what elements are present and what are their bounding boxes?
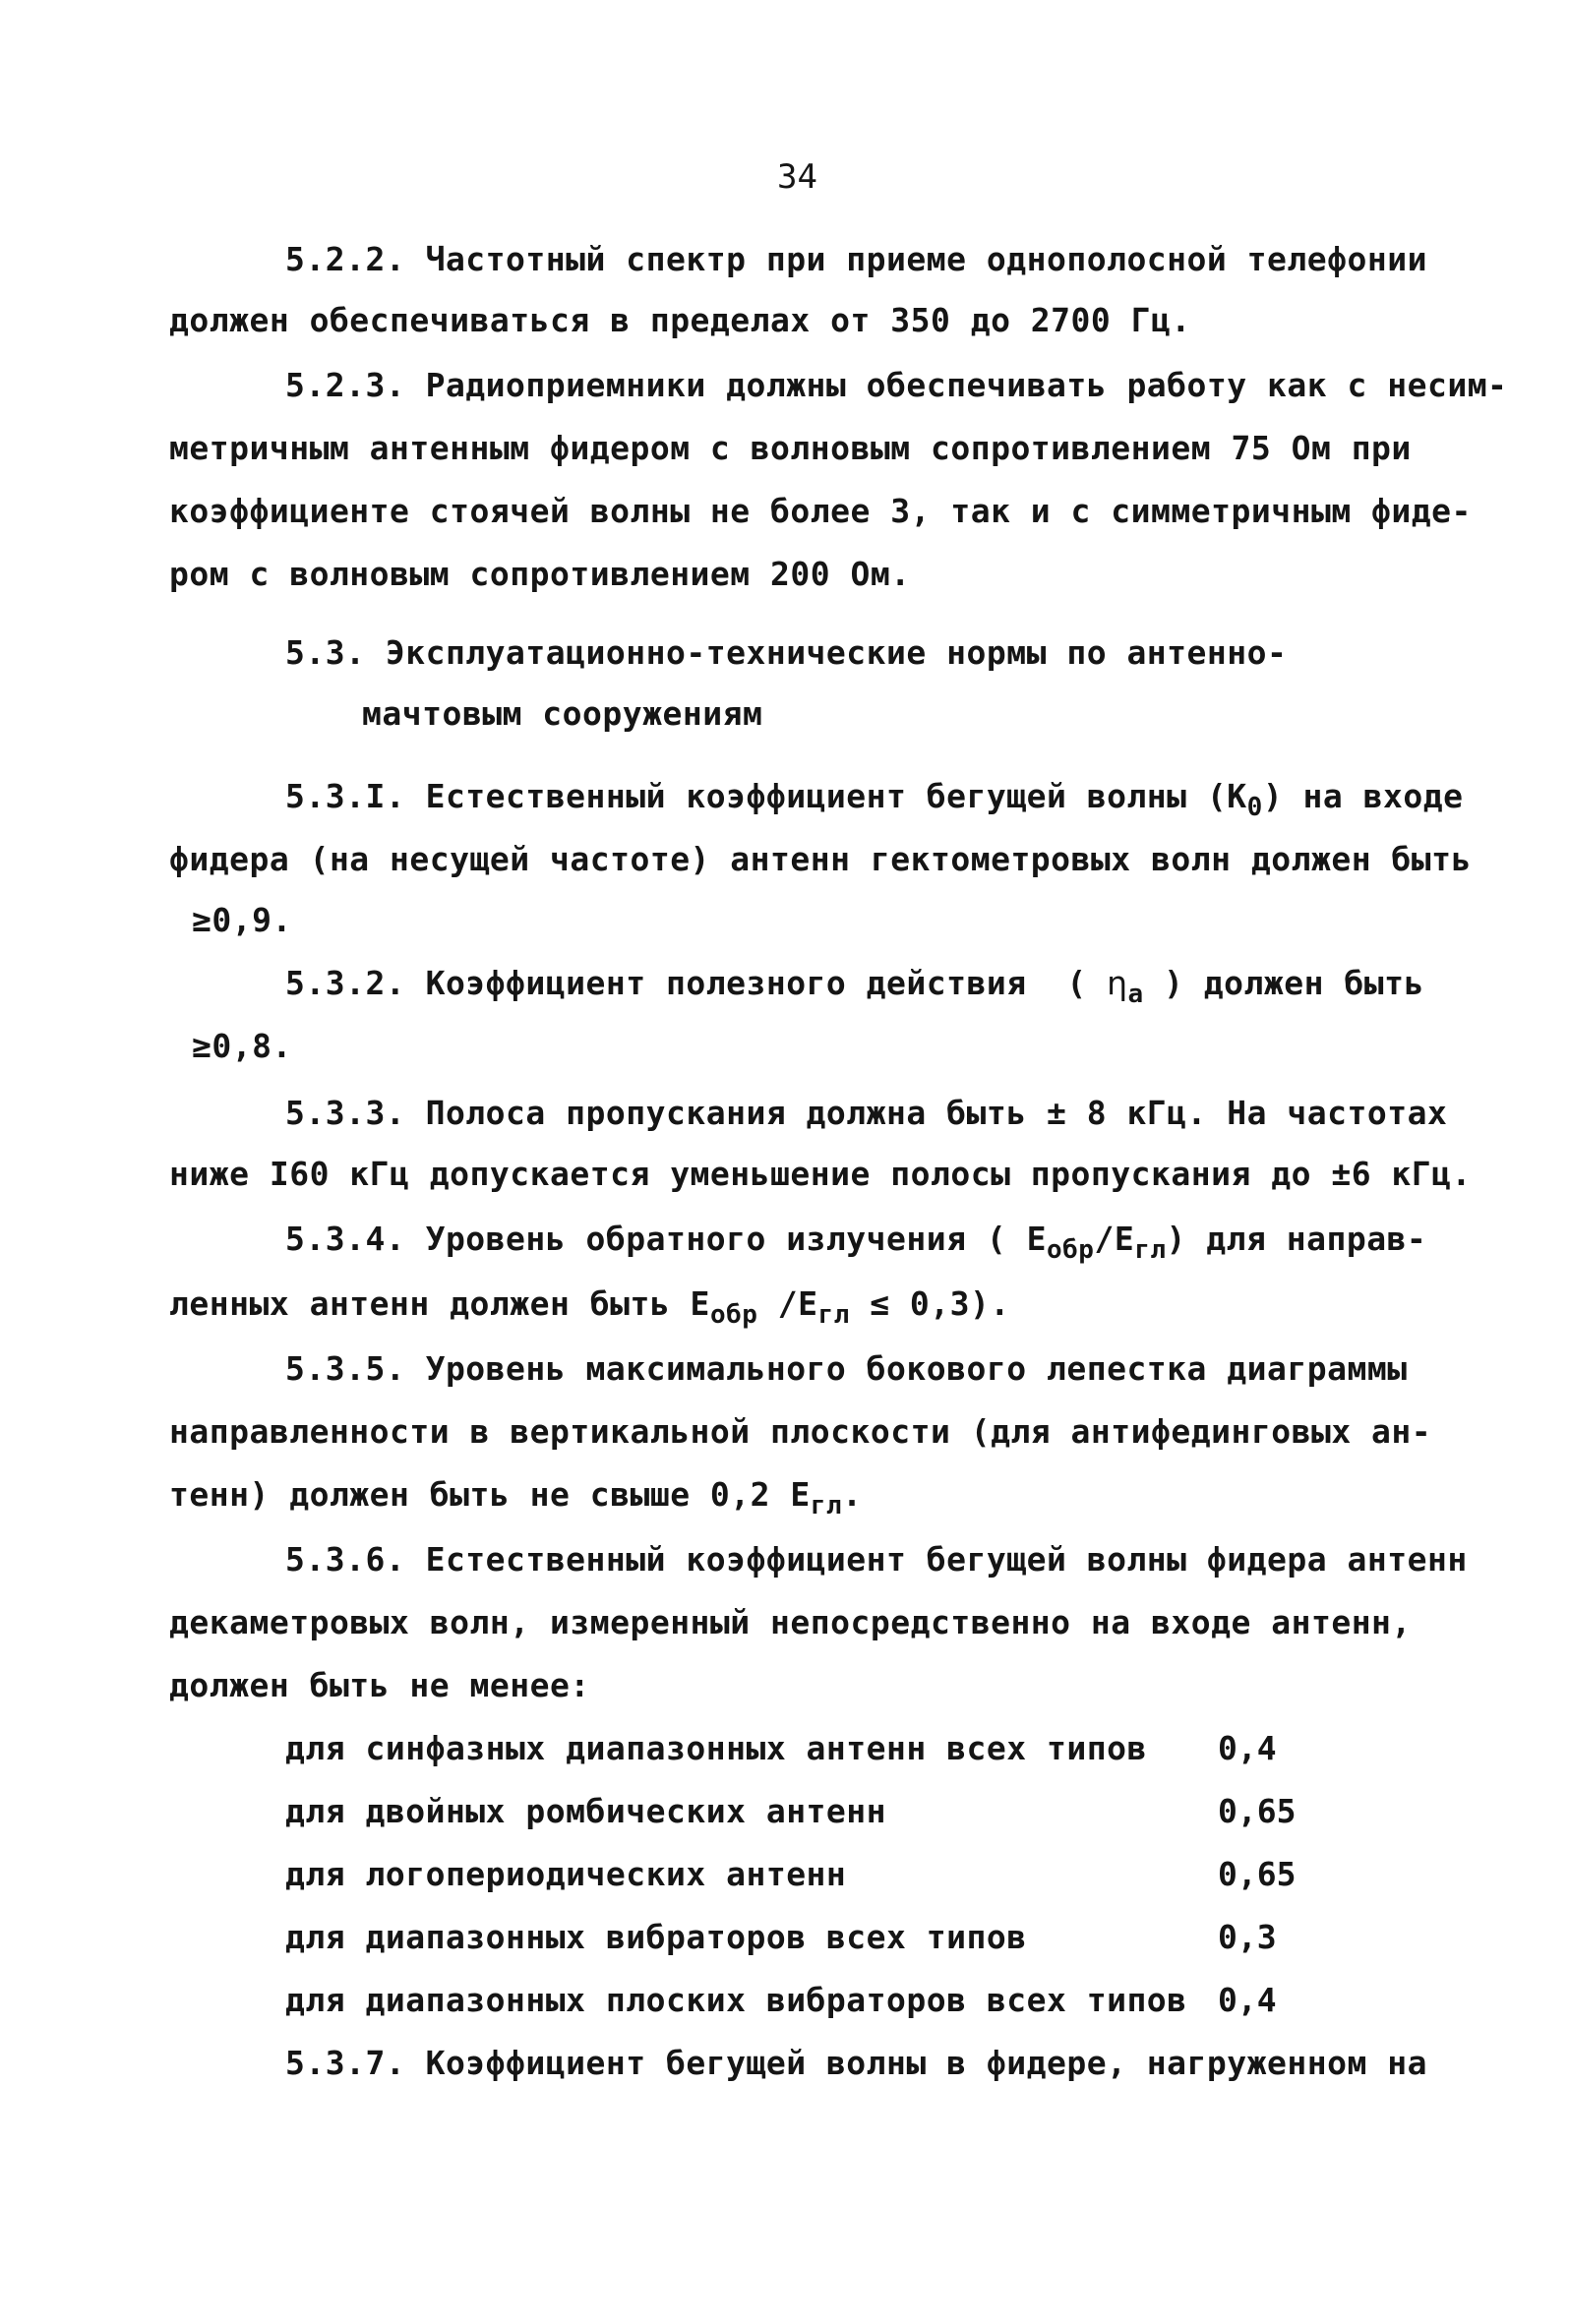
paragraph-5-3-4-line-2 [169,1284,1010,1330]
text-segment: 5.3.4. Уровень обратного излучения ( Е [285,1220,1047,1258]
subscript: гл [1134,1235,1167,1265]
section-5-3-heading-line-2: мачтовым сооружениям [362,694,763,733]
page-number: 34 [777,157,817,197]
paragraph-5-3-6-line-1: 5.3.6. Естественный коэффициент бегущей волны фидера антенн [285,1540,1468,1579]
text-segment: /Е [757,1284,818,1323]
list-item-value: 0,4 [1218,1729,1277,1767]
text-segment: /Е [1094,1220,1135,1258]
text-segment: тенн) должен быть не свыше 0,2 Е [169,1475,811,1514]
subscript: обр [1046,1235,1095,1265]
paragraph-5-3-7-line-1: 5.3.7. Коэффициент бегущей волны в фидере, нагруженном на [285,2044,1427,2082]
text-segment: ) для направ- [1166,1220,1427,1258]
list-item-value: 0,3 [1218,1918,1277,1956]
paragraph-5-3-1-line-1 [285,777,1464,822]
list-item-value: 0,65 [1218,1855,1297,1893]
paragraph-5-2-3-line-1: 5.2.3. Радиоприемники должны обеспечивать работу как с несим- [285,366,1508,404]
list-item-label: для диапазонных вибраторов всех типов [285,1918,1027,1956]
paragraph-5-2-2-line-2: должен обеспечиваться в пределах от 350 до 2700 Гц. [169,301,1191,339]
paragraph-5-2-2-line-1: 5.2.2. Частотный спектр при приеме однополосной телефонии [285,240,1427,278]
paragraph-5-2-3-line-3: коэффициенте стоячей волны не более 3, так и с симметричным фиде- [169,492,1472,530]
list-item-label: для двойных ромбических антенн [285,1792,887,1830]
text-segment: 5.3.I. Естественный коэффициент бегущей волны (К [285,777,1247,815]
text-segment: ≤ 0,3). [849,1284,1010,1323]
text-segment: ленных антенн должен быть Е [169,1284,710,1323]
paragraph-5-3-3-line-2: ниже I60 кГц допускается уменьшение полосы пропускания до ±6 кГц. [169,1155,1472,1193]
list-item-label: для диапазонных плоских вибраторов всех типов [285,1981,1187,2019]
list-item-value: 0,4 [1218,1981,1277,2019]
eta-symbol: η [1107,964,1128,1002]
paragraph-5-3-6-line-2: декаметровых волн, измеренный непосредственно на входе антенн, [169,1603,1412,1641]
paragraph-5-3-6-line-3: должен быть не менее: [169,1666,590,1704]
text-segment: 5.3.2. Коэффициент полезного действия ( [285,964,1087,1002]
paragraph-5-3-4-line-1 [285,1220,1427,1265]
text-segment: . [842,1475,863,1514]
paragraph-5-2-3-line-4: ром с волновым сопротивлением 200 Ом. [169,555,911,593]
list-item-label: для логопериодических антенн [285,1855,847,1893]
subscript: гл [810,1491,843,1520]
paragraph-5-3-5-line-2: направленности в вертикальной плоскости (для антифединговых ан- [169,1412,1432,1451]
subscript: обр [709,1300,758,1330]
subscript: 0 [1246,793,1263,822]
paragraph-5-2-3-line-2: метричным антенным фидером с волновым сопротивлением 75 Ом при [169,429,1412,467]
list-item-label: для синфазных диапазонных антенн всех типов [285,1729,1147,1767]
paragraph-5-3-2-line-1 [285,964,1424,1009]
paragraph-5-3-1-line-2: фидера (на несущей частоте) антенн гектометровых волн должен быть [169,840,1472,878]
subscript: a [1127,980,1144,1009]
subscript: гл [817,1300,850,1330]
paragraph-5-3-5-line-3 [169,1475,863,1520]
paragraph-5-3-5-line-1: 5.3.5. Уровень максимального бокового лепестка диаграммы [285,1349,1408,1388]
paragraph-5-3-3-line-1: 5.3.3. Полоса пропускания должна быть ± 8 кГц. На частотах [285,1094,1448,1132]
text-segment: ) должен быть [1143,964,1424,1002]
paragraph-5-3-2-line-2: ≥0,8. [192,1027,292,1065]
list-item-value: 0,65 [1218,1792,1297,1830]
text-segment: ) на входе [1262,777,1464,815]
paragraph-5-3-1-line-3: ≥0,9. [192,901,292,939]
section-5-3-heading-line-1: 5.3. Эксплуатационно-технические нормы по антенно- [285,633,1288,672]
